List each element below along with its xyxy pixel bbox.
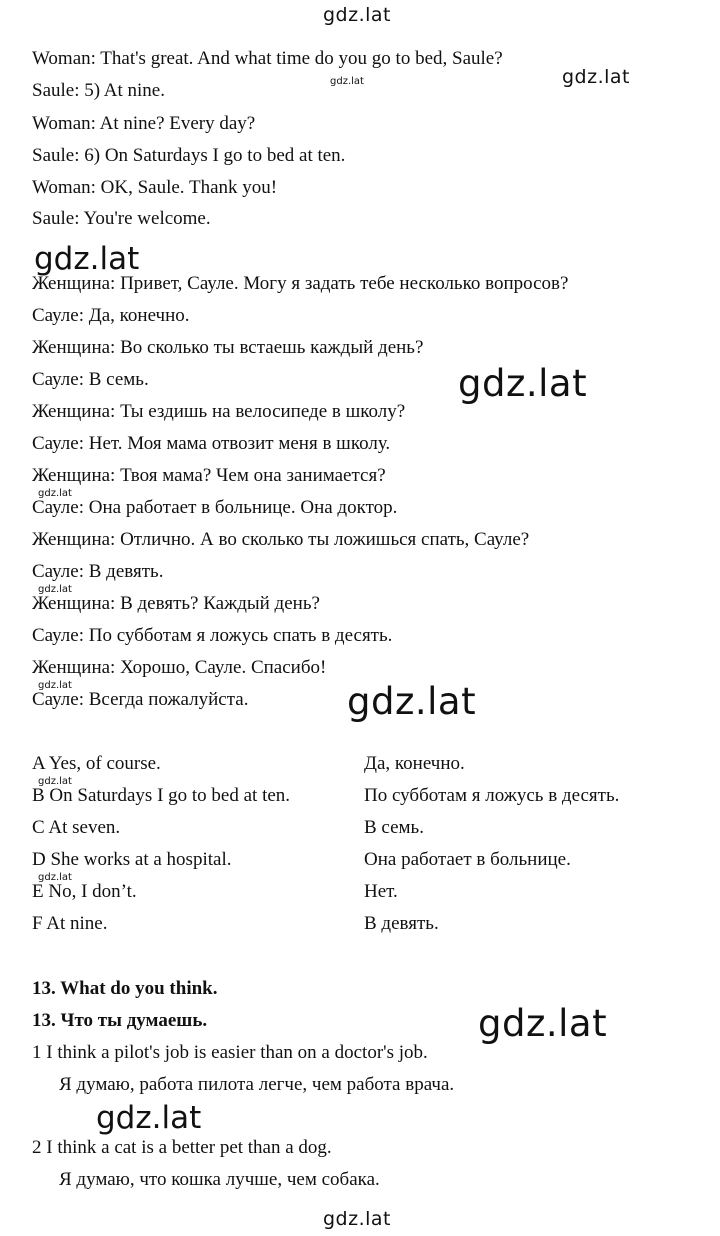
watermark: gdz.lat [38, 584, 72, 595]
dialogue-line: Сауле: Нет. Моя мама отвозит меня в школу. [32, 433, 391, 454]
watermark: gdz.lat [562, 66, 631, 88]
answer-en: E No, I don’t. [32, 881, 137, 902]
answer-en: C At seven. [32, 817, 121, 838]
answer-en: B On Saturdays I go to bed at ten. [32, 785, 291, 806]
dialogue-line: Сауле: Да, конечно. [32, 305, 190, 326]
watermark: gdz.lat [34, 241, 140, 277]
dialogue-line: Woman: OK, Saule. Thank you! [32, 177, 278, 198]
dialogue-line: Сауле: Она работает в больнице. Она доктор. [32, 497, 398, 518]
task-heading-ru: 13. Что ты думаешь. [32, 1010, 208, 1031]
dialogue-line: Женщина: Во сколько ты встаешь каждый день? [32, 337, 424, 358]
watermark: gdz.lat [323, 1208, 392, 1230]
dialogue-line: Сауле: В семь. [32, 369, 149, 390]
watermark: gdz.lat [478, 1002, 608, 1045]
task-heading-en: 13. What do you think. [32, 978, 218, 999]
answer-ru: Да, конечно. [364, 753, 465, 774]
answer-ru: По субботам я ложусь в десять. [364, 785, 620, 806]
watermark: gdz.lat [38, 488, 72, 499]
dialogue-line: Женщина: В девять? Каждый день? [32, 593, 320, 614]
answer-en: D She works at a hospital. [32, 849, 232, 870]
dialogue-line: Сауле: По субботам я ложусь спать в десять. [32, 625, 393, 646]
task-item-en: 2 I think a cat is a better pet than a dog. [32, 1137, 332, 1158]
dialogue-line: Женщина: Привет, Сауле. Могу я задать тебе несколько вопросов? [32, 273, 569, 294]
dialogue-line: Saule: 6) On Saturdays I go to bed at ten. [32, 145, 346, 166]
task-item-en: 1 I think a pilot's job is easier than on a doctor's job. [32, 1042, 428, 1063]
answer-ru: В девять. [364, 913, 439, 934]
answer-en: A Yes, of course. [32, 753, 161, 774]
watermark: gdz.lat [96, 1100, 202, 1136]
answer-ru: Она работает в больнице. [364, 849, 571, 870]
dialogue-line: Женщина: Ты ездишь на велосипеде в школу? [32, 401, 406, 422]
dialogue-line: Woman: At nine? Every day? [32, 113, 256, 134]
task-item-ru: Я думаю, что кошка лучше, чем собака. [59, 1169, 380, 1190]
watermark: gdz.lat [323, 4, 392, 26]
dialogue-line: Женщина: Отлично. А во сколько ты ложишься спать, Сауле? [32, 529, 530, 550]
watermark: gdz.lat [458, 362, 588, 405]
dialogue-line: Женщина: Хорошо, Сауле. Спасибо! [32, 657, 327, 678]
dialogue-line: Saule: 5) At nine. [32, 80, 165, 101]
watermark: gdz.lat [347, 680, 477, 723]
answer-ru: Нет. [364, 881, 398, 902]
dialogue-line: Woman: That's great. And what time do you go to bed, Saule? [32, 48, 503, 69]
watermark: gdz.lat [38, 872, 72, 883]
dialogue-line: Сауле: Всегда пожалуйста. [32, 689, 249, 710]
watermark: gdz.lat [38, 776, 72, 787]
watermark: gdz.lat [330, 76, 364, 87]
dialogue-line: Женщина: Твоя мама? Чем она занимается? [32, 465, 386, 486]
answer-ru: В семь. [364, 817, 424, 838]
dialogue-line: Сауле: В девять. [32, 561, 164, 582]
answer-en: F At nine. [32, 913, 108, 934]
dialogue-line: Saule: You're welcome. [32, 208, 211, 229]
task-item-ru: Я думаю, работа пилота легче, чем работа врача. [59, 1074, 455, 1095]
watermark: gdz.lat [38, 680, 72, 691]
